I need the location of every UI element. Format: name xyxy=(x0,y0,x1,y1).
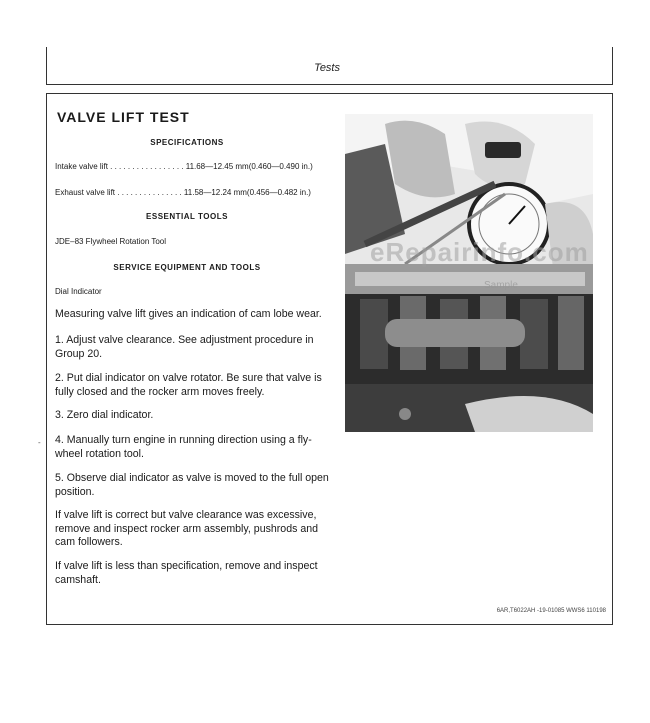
note-low-lift: If valve lift is less than specification, remove and inspect camshaft. xyxy=(55,560,318,586)
spec-exhaust: Exhaust valve lift . . . . . . . . . . . . . . . 11.58—12.24 mm(0.456—0.482 in.) xyxy=(55,188,311,197)
step-3: 3. Zero dial indicator. xyxy=(55,409,154,421)
essential-tools-heading: ESSENTIAL TOOLS xyxy=(146,212,228,221)
note-excessive-clearance: If valve lift is correct but valve clearance was excessive, remove and inspect rocker arm assembly, pushrods and cam followers. xyxy=(55,509,319,548)
specifications-heading: SPECIFICATIONS xyxy=(150,138,224,147)
margin-mark: - xyxy=(38,438,41,447)
section-title: Tests xyxy=(314,62,340,74)
essential-tool-item: JDE–83 Flywheel Rotation Tool xyxy=(55,237,167,246)
page-title: VALVE LIFT TEST xyxy=(57,109,190,125)
step-4: 4. Manually turn engine in running direction using a fly-wheel rotation tool. xyxy=(55,434,312,460)
step-2: 2. Put dial indicator on valve rotator. Be sure that valve is fully closed and the rocker arm moves freely. xyxy=(55,372,322,398)
service-equipment-item: Dial Indicator xyxy=(55,287,102,296)
intro-paragraph: Measuring valve lift gives an indication of cam lobe wear. xyxy=(55,308,322,320)
watermark: eRepairinfo.com xyxy=(370,237,589,267)
document-code: 6AR,T6022AH -19-01085 WWS6 110198 xyxy=(496,608,606,614)
step-1: 1. Adjust valve clearance. See adjustment procedure in Group 20. xyxy=(55,334,314,360)
page-header xyxy=(46,47,613,85)
service-equipment-heading: SERVICE EQUIPMENT AND TOOLS xyxy=(113,263,261,272)
step-5: 5. Observe dial indicator as valve is moved to the full open position. xyxy=(55,472,329,498)
content-box xyxy=(46,93,613,625)
spec-intake: Intake valve lift . . . . . . . . . . . . . . . . . 11.68—12.45 mm(0.460—0.490 in.) xyxy=(55,162,313,171)
watermark-sub: Sample xyxy=(484,280,518,291)
engine-illustration xyxy=(345,114,593,432)
engine-photo xyxy=(345,114,593,432)
